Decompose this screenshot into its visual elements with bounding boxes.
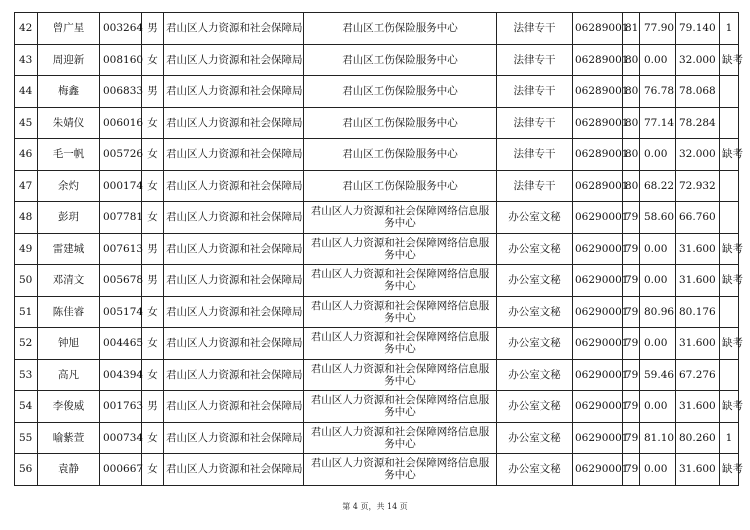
table-row	[15, 265, 739, 297]
total-score-cell: 78.068	[676, 76, 720, 108]
table-row	[15, 328, 739, 360]
row-number-cell: 43	[15, 44, 38, 76]
exam-number-cell: 000174	[100, 170, 142, 202]
candidate-name-cell: 高凡	[38, 359, 100, 391]
position-code-cell: 06289001	[573, 76, 623, 108]
row-number-cell: 52	[15, 328, 38, 360]
quota-value-cell: 80	[623, 107, 640, 139]
position-code-cell: 06290001	[573, 328, 623, 360]
table-body	[15, 13, 743, 486]
row-number-cell: 42	[15, 13, 38, 45]
gender-cell: 男	[142, 76, 164, 108]
exam-number-cell: 000667	[100, 454, 142, 486]
exam-number-cell: 008160	[100, 44, 142, 76]
page-footer: 第 4 页，共 14 页	[342, 502, 408, 511]
exam-score-cell: 0.00	[640, 139, 676, 171]
exam-score-cell: 77.90	[640, 13, 676, 45]
position-name-cell: 法律专干	[497, 107, 573, 139]
exam-score-cell: 68.22	[640, 170, 676, 202]
gender-cell: 女	[142, 202, 164, 234]
exam-score-cell: 80.96	[640, 296, 676, 328]
gender-cell: 女	[142, 139, 164, 171]
quota-value-cell: 79	[623, 296, 640, 328]
exam-number-cell: 006833	[100, 76, 142, 108]
gender-cell: 男	[142, 265, 164, 297]
exam-number-cell: 007781	[100, 202, 142, 234]
department-cell: 君山区人力资源和社会保障局	[164, 422, 304, 454]
employer-unit-cell: 君山区人力资源和社会保障网络信息服务中心	[304, 296, 497, 328]
table-row	[15, 391, 739, 423]
row-number-cell: 53	[15, 359, 38, 391]
position-name-cell: 办公室文秘	[497, 422, 573, 454]
remark-cell: 缺考	[720, 44, 739, 76]
table-row	[15, 296, 739, 328]
position-name-cell: 办公室文秘	[497, 233, 573, 265]
department-cell: 君山区人力资源和社会保障局	[164, 202, 304, 234]
row-number-cell: 45	[15, 107, 38, 139]
gender-cell: 男	[142, 233, 164, 265]
remark-cell: 1	[720, 422, 739, 454]
row-number-cell: 51	[15, 296, 38, 328]
table-row	[15, 139, 739, 171]
employer-unit-cell: 君山区人力资源和社会保障网络信息服务中心	[304, 422, 497, 454]
exam-score-cell: 0.00	[640, 44, 676, 76]
candidate-name-cell: 李俊威	[38, 391, 100, 423]
table-row	[15, 170, 739, 202]
position-code-cell: 06290001	[573, 265, 623, 297]
total-score-cell: 32.000	[676, 44, 720, 76]
exam-number-cell: 006016	[100, 107, 142, 139]
exam-number-cell: 001763	[100, 391, 142, 423]
position-code-cell: 06290001	[573, 422, 623, 454]
candidate-name-cell: 余灼	[38, 170, 100, 202]
total-score-cell: 31.600	[676, 328, 720, 360]
position-code-cell: 06289001	[573, 13, 623, 45]
remark-cell	[720, 170, 739, 202]
position-code-cell: 06290001	[573, 391, 623, 423]
quota-value-cell: 80	[623, 76, 640, 108]
quota-value-cell: 79	[623, 454, 640, 486]
quota-value-cell: 81	[623, 13, 640, 45]
quota-value-cell: 79	[623, 202, 640, 234]
quota-value-cell: 79	[623, 422, 640, 454]
total-score-cell: 79.140	[676, 13, 720, 45]
position-code-cell: 06289001	[573, 170, 623, 202]
table-row	[15, 359, 739, 391]
table-row	[15, 13, 739, 45]
employer-unit-cell: 君山区人力资源和社会保障网络信息服务中心	[304, 328, 497, 360]
department-cell: 君山区人力资源和社会保障局	[164, 170, 304, 202]
position-name-cell: 法律专干	[497, 170, 573, 202]
total-score-cell: 66.760	[676, 202, 720, 234]
exam-score-cell: 0.00	[640, 328, 676, 360]
remark-cell	[720, 296, 739, 328]
employer-unit-cell: 君山区工伤保险服务中心	[304, 139, 497, 171]
gender-cell: 女	[142, 454, 164, 486]
remark-cell: 缺考	[720, 265, 739, 297]
exam-score-cell: 0.00	[640, 391, 676, 423]
table-row	[15, 107, 739, 139]
quota-value-cell: 80	[623, 44, 640, 76]
gender-cell: 女	[142, 170, 164, 202]
candidate-name-cell: 彭玥	[38, 202, 100, 234]
quota-value-cell: 80	[623, 170, 640, 202]
candidate-name-cell: 曾广星	[38, 13, 100, 45]
exam-number-cell: 004394	[100, 359, 142, 391]
total-score-cell: 78.284	[676, 107, 720, 139]
exam-score-cell: 59.46	[640, 359, 676, 391]
gender-cell: 男	[142, 13, 164, 45]
row-number-cell: 55	[15, 422, 38, 454]
row-number-cell: 49	[15, 233, 38, 265]
candidate-name-cell: 雷建城	[38, 233, 100, 265]
table-row	[15, 233, 739, 265]
exam-score-cell: 0.00	[640, 454, 676, 486]
quota-value-cell: 79	[623, 233, 640, 265]
total-score-cell: 31.600	[676, 265, 720, 297]
department-cell: 君山区人力资源和社会保障局	[164, 13, 304, 45]
gender-cell: 女	[142, 328, 164, 360]
position-code-cell: 06289001	[573, 107, 623, 139]
total-score-cell: 32.000	[676, 139, 720, 171]
candidate-name-cell: 周迎新	[38, 44, 100, 76]
employer-unit-cell: 君山区人力资源和社会保障网络信息服务中心	[304, 359, 497, 391]
remark-cell	[720, 359, 739, 391]
department-cell: 君山区人力资源和社会保障局	[164, 107, 304, 139]
quota-value-cell: 80	[623, 139, 640, 171]
candidate-name-cell: 陈佳睿	[38, 296, 100, 328]
employer-unit-cell: 君山区人力资源和社会保障网络信息服务中心	[304, 265, 497, 297]
exam-number-cell: 007613	[100, 233, 142, 265]
employer-unit-cell: 君山区人力资源和社会保障网络信息服务中心	[304, 391, 497, 423]
gender-cell: 男	[142, 391, 164, 423]
remark-cell	[720, 107, 739, 139]
remark-cell: 缺考	[720, 328, 739, 360]
row-number-cell: 44	[15, 76, 38, 108]
table-row	[15, 454, 739, 486]
exam-score-cell: 77.14	[640, 107, 676, 139]
remark-cell: 缺考	[720, 233, 739, 265]
remark-cell	[720, 202, 739, 234]
position-name-cell: 法律专干	[497, 44, 573, 76]
table-row	[15, 76, 739, 108]
exam-score-cell: 76.78	[640, 76, 676, 108]
department-cell: 君山区人力资源和社会保障局	[164, 233, 304, 265]
candidate-name-cell: 邓清文	[38, 265, 100, 297]
employer-unit-cell: 君山区工伤保险服务中心	[304, 13, 497, 45]
exam-number-cell: 005678	[100, 265, 142, 297]
exam-number-cell: 003264	[100, 13, 142, 45]
remark-cell	[720, 76, 739, 108]
position-name-cell: 办公室文秘	[497, 359, 573, 391]
employer-unit-cell: 君山区工伤保险服务中心	[304, 107, 497, 139]
row-number-cell: 56	[15, 454, 38, 486]
exam-score-cell: 81.10	[640, 422, 676, 454]
department-cell: 君山区人力资源和社会保障局	[164, 265, 304, 297]
employer-unit-cell: 君山区人力资源和社会保障网络信息服务中心	[304, 233, 497, 265]
position-name-cell: 办公室文秘	[497, 296, 573, 328]
employer-unit-cell: 君山区工伤保险服务中心	[304, 44, 497, 76]
table-row	[15, 202, 739, 234]
department-cell: 君山区人力资源和社会保障局	[164, 454, 304, 486]
position-name-cell: 法律专干	[497, 76, 573, 108]
position-code-cell: 06289001	[573, 139, 623, 171]
total-score-cell: 72.932	[676, 170, 720, 202]
table-row	[15, 44, 739, 76]
quota-value-cell: 79	[623, 391, 640, 423]
exam-score-cell: 0.00	[640, 233, 676, 265]
position-code-cell: 06290001	[573, 454, 623, 486]
remark-cell: 缺考	[720, 454, 739, 486]
exam-score-cell: 0.00	[640, 265, 676, 297]
department-cell: 君山区人力资源和社会保障局	[164, 44, 304, 76]
candidate-name-cell: 毛一帆	[38, 139, 100, 171]
gender-cell: 女	[142, 44, 164, 76]
row-number-cell: 46	[15, 139, 38, 171]
total-score-cell: 80.260	[676, 422, 720, 454]
row-number-cell: 47	[15, 170, 38, 202]
position-code-cell: 06289001	[573, 44, 623, 76]
candidate-name-cell: 朱婧仪	[38, 107, 100, 139]
gender-cell: 女	[142, 296, 164, 328]
position-name-cell: 法律专干	[497, 139, 573, 171]
position-name-cell: 法律专干	[497, 13, 573, 45]
employer-unit-cell: 君山区工伤保险服务中心	[304, 76, 497, 108]
position-name-cell: 办公室文秘	[497, 328, 573, 360]
gender-cell: 女	[142, 422, 164, 454]
row-number-cell: 54	[15, 391, 38, 423]
department-cell: 君山区人力资源和社会保障局	[164, 391, 304, 423]
total-score-cell: 31.600	[676, 233, 720, 265]
table-row	[15, 422, 739, 454]
candidate-name-cell: 钟旭	[38, 328, 100, 360]
position-name-cell: 办公室文秘	[497, 454, 573, 486]
candidate-name-cell: 喻紫萱	[38, 422, 100, 454]
quota-value-cell: 79	[623, 328, 640, 360]
department-cell: 君山区人力资源和社会保障局	[164, 328, 304, 360]
gender-cell: 女	[142, 107, 164, 139]
candidate-name-cell: 袁静	[38, 454, 100, 486]
exam-number-cell: 005174	[100, 296, 142, 328]
department-cell: 君山区人力资源和社会保障局	[164, 296, 304, 328]
position-name-cell: 办公室文秘	[497, 265, 573, 297]
total-score-cell: 67.276	[676, 359, 720, 391]
position-name-cell: 办公室文秘	[497, 202, 573, 234]
remark-cell: 1	[720, 13, 739, 45]
remark-cell: 缺考	[720, 391, 739, 423]
employer-unit-cell: 君山区工伤保险服务中心	[304, 170, 497, 202]
exam-score-cell: 58.60	[640, 202, 676, 234]
total-score-cell: 31.600	[676, 391, 720, 423]
exam-number-cell: 005726	[100, 139, 142, 171]
department-cell: 君山区人力资源和社会保障局	[164, 76, 304, 108]
employer-unit-cell: 君山区人力资源和社会保障网络信息服务中心	[304, 202, 497, 234]
position-code-cell: 06290001	[573, 233, 623, 265]
row-number-cell: 50	[15, 265, 38, 297]
total-score-cell: 31.600	[676, 454, 720, 486]
position-code-cell: 06290001	[573, 202, 623, 234]
candidate-name-cell: 梅鑫	[38, 76, 100, 108]
employer-unit-cell: 君山区人力资源和社会保障网络信息服务中心	[304, 454, 497, 486]
total-score-cell: 80.176	[676, 296, 720, 328]
quota-value-cell: 79	[623, 265, 640, 297]
exam-number-cell: 004465	[100, 328, 142, 360]
results-table	[14, 12, 743, 486]
department-cell: 君山区人力资源和社会保障局	[164, 359, 304, 391]
row-number-cell: 48	[15, 202, 38, 234]
department-cell: 君山区人力资源和社会保障局	[164, 139, 304, 171]
remark-cell: 缺考	[720, 139, 739, 171]
gender-cell: 女	[142, 359, 164, 391]
position-code-cell: 06290001	[573, 359, 623, 391]
quota-value-cell: 79	[623, 359, 640, 391]
position-code-cell: 06290001	[573, 296, 623, 328]
exam-number-cell: 000734	[100, 422, 142, 454]
position-name-cell: 办公室文秘	[497, 391, 573, 423]
